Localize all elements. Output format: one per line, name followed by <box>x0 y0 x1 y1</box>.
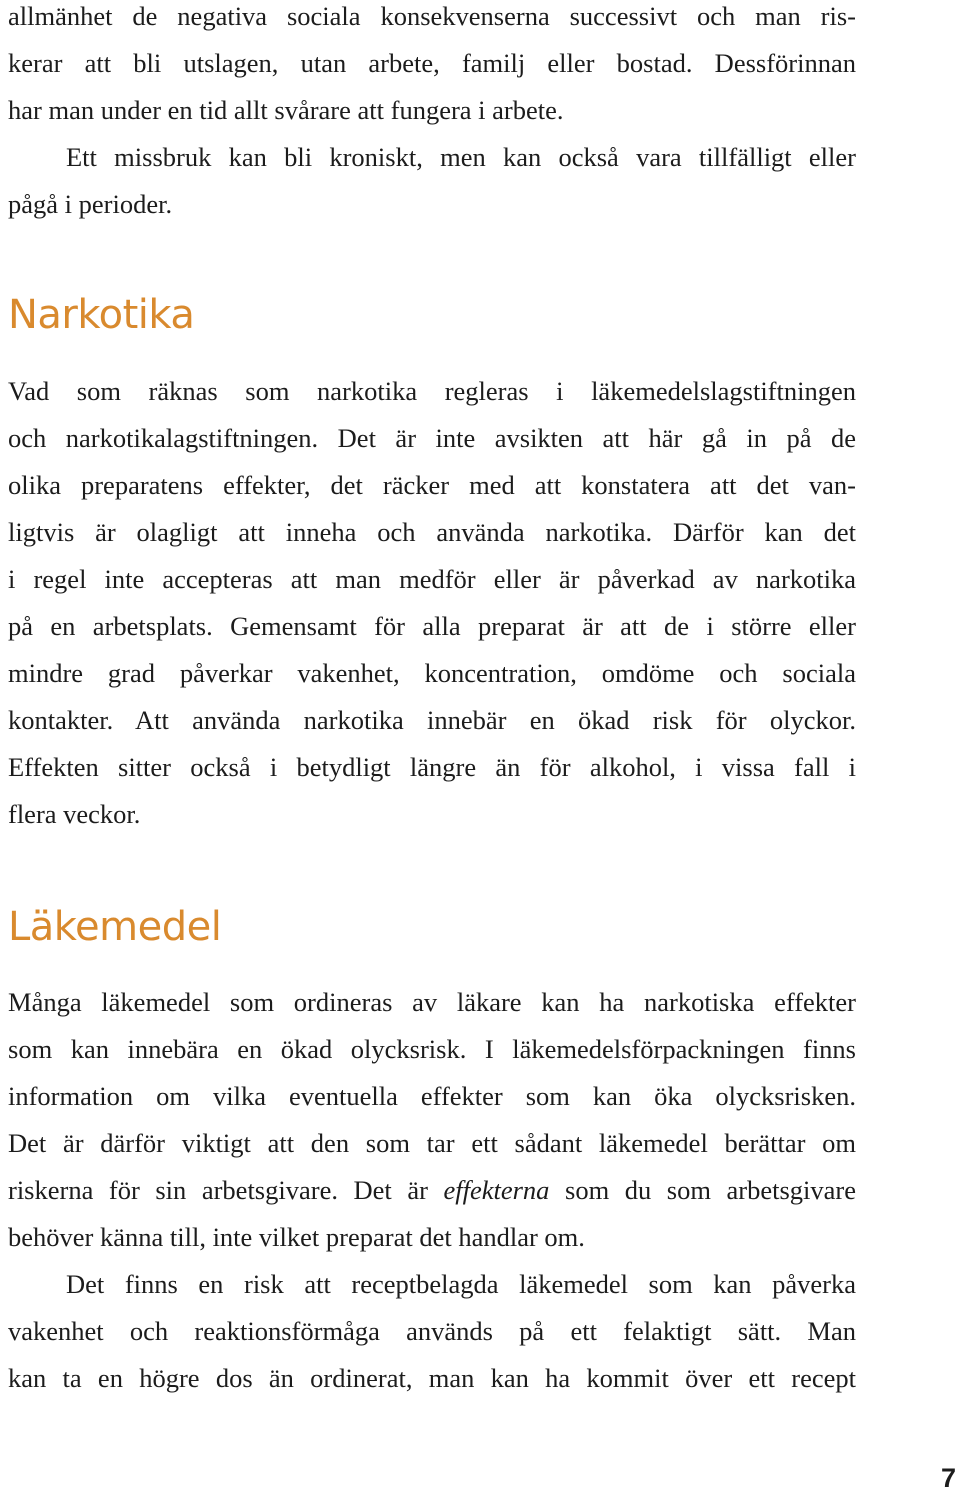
lakemedel-p2-line-1: Det finns en risk att receptbelagda läkemedel som kan påverka <box>66 1269 856 1299</box>
narkotika-line-8: kontakter. Att använda narkotika innebär en ökad risk för olyckor. <box>8 705 856 735</box>
lakemedel-p2-line-2: vakenhet och reaktionsförmåga används på ett felaktigt sätt. Man <box>8 1316 856 1346</box>
intro-line-1: allmänhet de negativa sociala konsekvenserna successivt och man ris- <box>8 1 856 31</box>
lakemedel-line-3: information om vilka eventuella effekter som kan öka olycksrisken. <box>8 1081 856 1111</box>
page-number: 7 <box>940 1463 956 1493</box>
lakemedel-line-6: behöver känna till, inte vilket preparat det handlar om. <box>8 1222 585 1252</box>
lakemedel-line-1: Många läkemedel som ordineras av läkare kan ha narkotiska effekter <box>8 987 856 1017</box>
lakemedel-line-5-after: som du som arbetsgivare <box>565 1175 857 1205</box>
narkotika-line-2: och narkotikalagstiftningen. Det är inte avsikten att här gå in på de <box>8 423 856 453</box>
emphasis-effekterna: effekterna <box>443 1175 550 1205</box>
narkotika-line-3: olika preparatens effekter, det räcker med att konstatera att det van- <box>8 470 856 500</box>
lakemedel-line-4: Det är därför viktigt att den som tar ett sådant läkemedel berättar om <box>8 1128 856 1158</box>
narkotika-line-6: på en arbetsplats. Gemensamt för alla preparat är att de i större eller <box>8 611 856 641</box>
lakemedel-line-5-before: riskerna för sin arbetsgivare. Det är <box>8 1175 428 1205</box>
narkotika-line-1: Vad som räknas som narkotika regleras i läkemedelslagstiftningen <box>8 376 856 406</box>
intro-line-3: har man under en tid allt svårare att fungera i arbete. <box>8 95 564 125</box>
narkotika-line-4: ligtvis är olagligt att inneha och använda narkotika. Därför kan det <box>8 517 856 547</box>
intro-line-4: Ett missbruk kan bli kroniskt, men kan också vara tillfälligt eller <box>66 142 856 172</box>
section-heading-lakemedel: Läkemedel <box>8 904 222 950</box>
narkotika-line-10: flera veckor. <box>8 799 141 829</box>
narkotika-line-9: Effekten sitter också i betydligt längre än för alkohol, i vissa fall i <box>8 752 856 782</box>
narkotika-line-5: i regel inte accepteras att man medför eller är påverkad av narkotika <box>8 564 856 594</box>
lakemedel-p2-line-3: kan ta en högre dos än ordinerat, man kan ha kommit över ett recept <box>8 1363 856 1393</box>
intro-line-2: kerar att bli utslagen, utan arbete, familj eller bostad. Dessförinnan <box>8 48 856 78</box>
lakemedel-line-5 <box>8 1174 856 1206</box>
narkotika-line-7: mindre grad påverkar vakenhet, koncentration, omdöme och sociala <box>8 658 856 688</box>
section-heading-narkotika: Narkotika <box>8 292 195 338</box>
intro-line-5: pågå i perioder. <box>8 189 173 219</box>
lakemedel-line-2: som kan innebära en ökad olycksrisk. I läkemedelsförpackningen finns <box>8 1034 856 1064</box>
